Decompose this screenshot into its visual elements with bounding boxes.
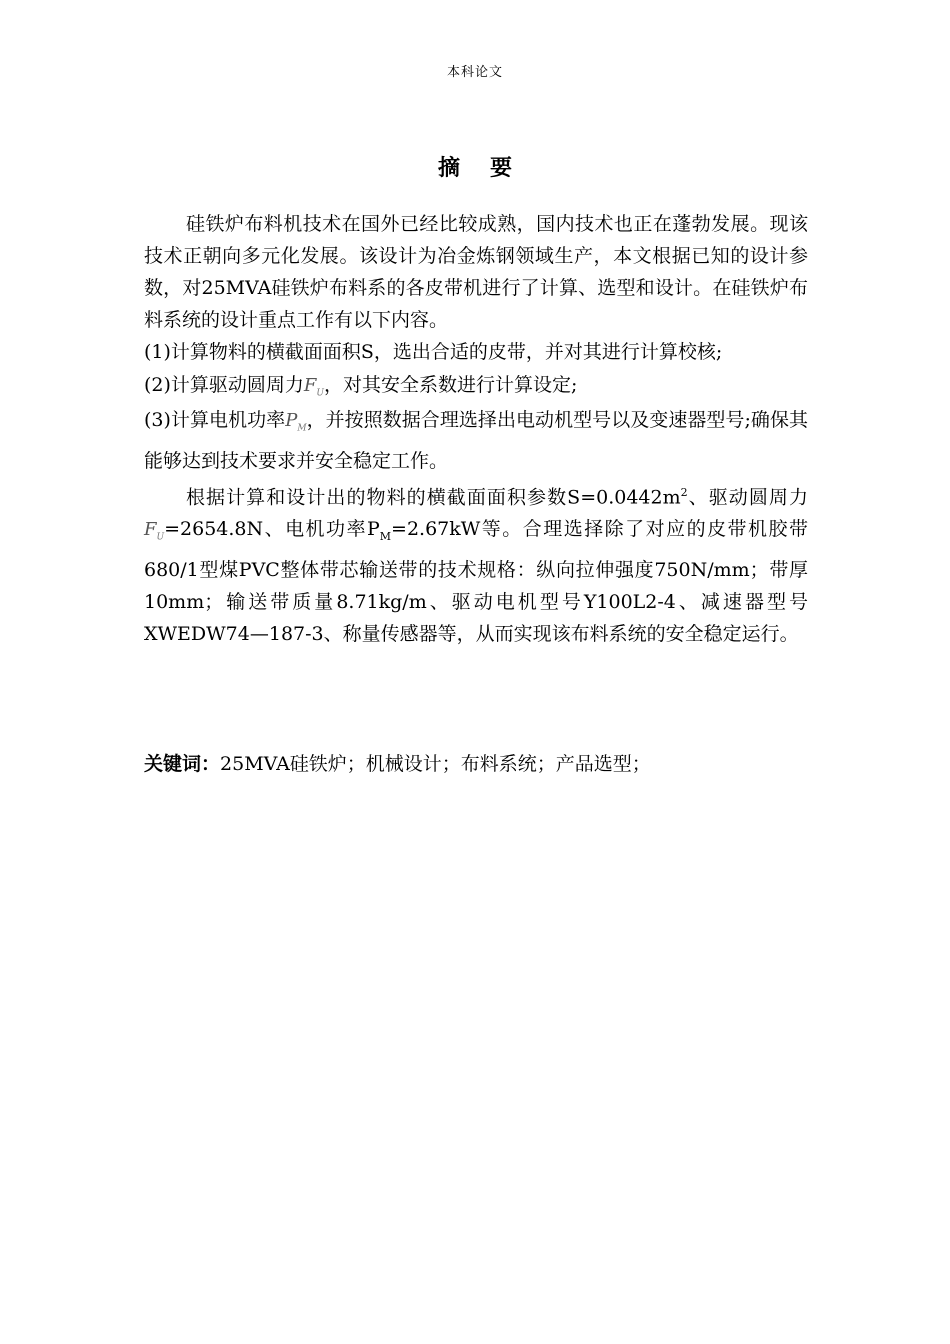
task-item-1: (1)计算物料的横截面面积S，选出合适的皮带，并对其进行计算校核; [144, 341, 723, 363]
abstract-paragraph-2 [144, 477, 808, 650]
paragraph-2-subscript: M [379, 529, 392, 543]
symbol-fu-inline [144, 518, 165, 543]
symbol-pm-main: P [285, 410, 298, 431]
task-item-2-text-before: (2)计算驱动圆周力 [144, 374, 304, 396]
keywords-text: 25MVA硅铁炉；机械设计；布料系统；产品选型； [220, 753, 651, 775]
symbol-fu [303, 375, 325, 399]
page-header: 本科论文 [446, 65, 503, 80]
paragraph-2-part-3: =2654.8N、电机功率P [164, 517, 380, 540]
keywords-line [144, 748, 808, 780]
symbol-fu-main: F [303, 375, 317, 396]
task-item-3 [144, 404, 808, 477]
abstract-paragraph-1: 硅铁炉布料机技术在国外已经比较成熟，国内技术也正在蓬勃发展。现该技术正朝向多元化发展。该设计为冶金炼钢领域生产，本文根据已知的设计参数，对25MVA硅铁炉布料系的各皮带机进行了计算、选型和设计。在硅铁炉布料系统的设计重点工作有以下内容。 [144, 213, 808, 331]
task-item-3-text-after: ，并按照数据合理选择出电动机型号以及变速器型号;确保其能够达到技术要求并安全稳定工作。 [144, 409, 808, 472]
paragraph-2-superscript: 2 [680, 485, 688, 499]
abstract-body [144, 208, 808, 650]
task-item-2 [144, 369, 808, 403]
keywords-label: 关键词： [144, 753, 221, 775]
symbol-pm [285, 410, 307, 434]
task-item-2-text-after: ，对其安全系数进行计算设定; [324, 374, 578, 396]
paragraph-2-part-1: 根据计算和设计出的物料的横截面面积参数S=0.0442m [186, 485, 681, 508]
paragraph-2-part-2: 、驱动圆周力 [687, 485, 808, 508]
task-item-3-text-before: (3)计算电机功率 [144, 409, 286, 431]
symbol-fu-subscript: U [316, 388, 325, 399]
paragraph-2-part-4: =2.67kW等。合理选择除了对应的皮带机胶带680/1型煤PVC整体带芯输送带的技术规格：纵向拉伸强度750N/mm；带厚10mm；输送带质量8.71kg/m、驱动电机型号Y100L2-4、减速器型号XWEDW74—187-3、称量传感器等，从而实现该布料系统的安全稳定运行。 [144, 517, 808, 645]
symbol-pm-subscript: M [297, 423, 307, 434]
symbol-fu-inline-subscript: U [156, 532, 165, 543]
abstract-title: 摘要 [437, 156, 542, 181]
symbol-fu-inline-main: F [144, 518, 157, 540]
